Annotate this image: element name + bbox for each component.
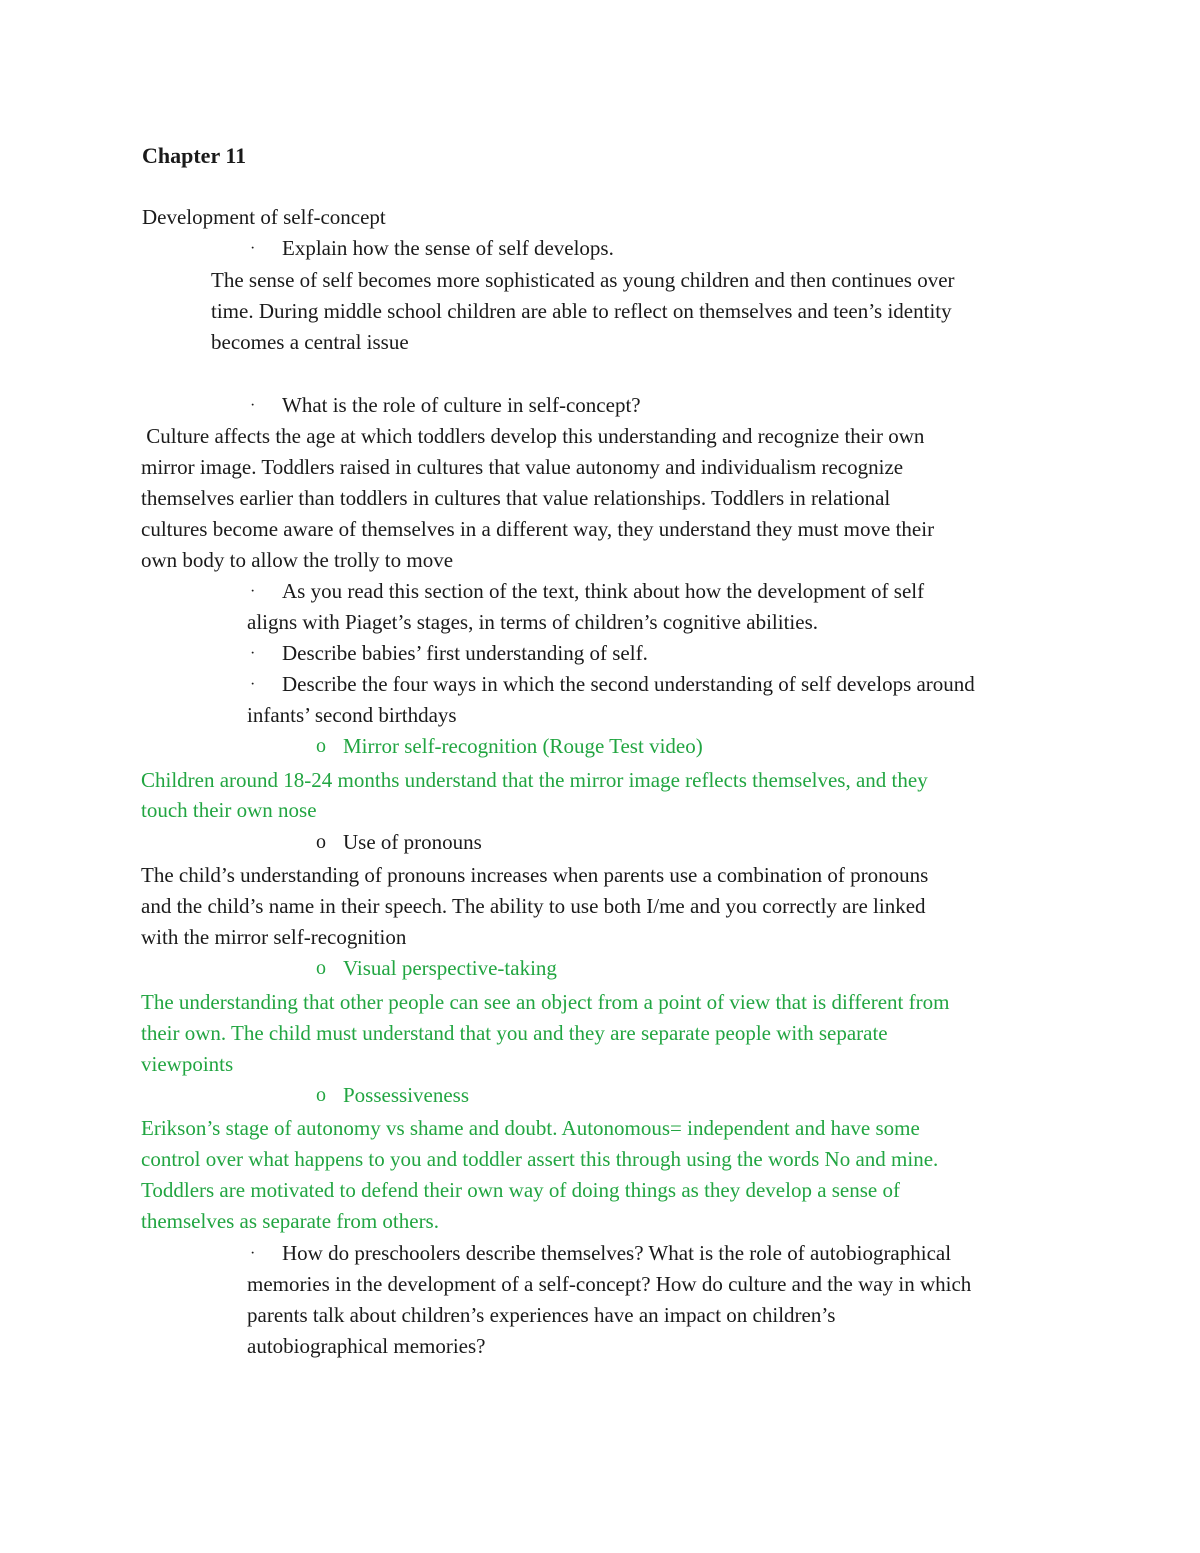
answer-line: Children around 18-24 months understand that the mirror image reflects themselves, and they <box>141 768 928 792</box>
sub-bullet-icon: o <box>316 957 326 979</box>
question-piaget-cont: aligns with Piaget’s stages, in terms of children’s cognitive abilities. <box>247 610 818 634</box>
answer-line: control over what happens to you and toddler assert this through using the words No and mine. <box>141 1147 939 1171</box>
answer-line: time. During middle school children are able to reflect on themselves and teen’s identity <box>211 299 952 323</box>
sub-bullet-icon: o <box>316 735 326 757</box>
answer-line: The understanding that other people can see an object from a point of view that is different from <box>141 990 950 1014</box>
bullet-icon: · <box>250 645 256 662</box>
answer-line: The child’s understanding of pronouns increases when parents use a combination of pronouns <box>141 863 929 887</box>
question-four-ways-cont: infants’ second birthdays <box>247 703 457 727</box>
answer-line: cultures become aware of themselves in a different way, they understand they must move their <box>141 517 935 541</box>
subitem-visual-perspective-taking: Visual perspective-taking <box>343 956 557 980</box>
question-babies-self: Describe babies’ first understanding of self. <box>282 641 648 665</box>
question-piaget: As you read this section of the text, think about how the development of self <box>282 579 925 603</box>
answer-line: The sense of self becomes more sophisticated as young children and then continues over <box>211 268 955 292</box>
subitem-use-of-pronouns: Use of pronouns <box>343 830 482 854</box>
chapter-title: Chapter 11 <box>142 143 247 168</box>
subitem-mirror-self-recognition: Mirror self-recognition (Rouge Test video) <box>343 734 703 758</box>
answer-line: and the child’s name in their speech. The ability to use both I/me and you correctly are linked <box>141 894 926 918</box>
question-preschoolers: How do preschoolers describe themselves? What is the role of autobiographical <box>282 1241 952 1265</box>
answer-line: themselves as separate from others. <box>141 1209 439 1233</box>
bullet-icon: · <box>250 397 256 414</box>
answer-line: themselves earlier than toddlers in cultures that value relationships. Toddlers in relational <box>141 486 891 510</box>
question-preschoolers-cont: memories in the development of a self-concept? How do culture and the way in which <box>247 1272 972 1296</box>
answer-line: their own. The child must understand that you and they are separate people with separate <box>141 1021 888 1045</box>
subitem-possessiveness: Possessiveness <box>343 1083 470 1107</box>
bullet-icon: · <box>250 583 256 600</box>
answer-line: mirror image. Toddlers raised in cultures that value autonomy and individualism recognize <box>141 455 904 479</box>
question-preschoolers-cont: parents talk about children’s experiences have an impact on children’s <box>247 1303 836 1327</box>
question-four-ways: Describe the four ways in which the second understanding of self develops around <box>282 672 975 696</box>
answer-line: viewpoints <box>141 1052 234 1076</box>
question-culture: What is the role of culture in self-concept? <box>282 393 641 417</box>
bullet-icon: · <box>250 1245 256 1262</box>
answer-line: Toddlers are motivated to defend their own way of doing things as they develop a sense of <box>141 1178 900 1202</box>
answer-line: Culture affects the age at which toddlers develop this understanding and recognize their own <box>141 424 925 448</box>
answer-line: with the mirror self-recognition <box>141 925 407 949</box>
answer-line: becomes a central issue <box>211 330 409 354</box>
answer-line: Erikson’s stage of autonomy vs shame and doubt. Autonomous= independent and have some <box>141 1116 920 1140</box>
question-preschoolers-cont: autobiographical memories? <box>247 1334 486 1358</box>
bullet-icon: · <box>250 240 256 257</box>
bullet-icon: · <box>250 676 256 693</box>
answer-line: touch their own nose <box>141 798 317 822</box>
question-sense-of-self: Explain how the sense of self develops. <box>282 236 614 260</box>
section-heading: Development of self-concept <box>142 205 386 229</box>
sub-bullet-icon: o <box>316 1084 326 1106</box>
sub-bullet-icon: o <box>316 831 326 853</box>
answer-line: own body to allow the trolly to move <box>141 548 454 572</box>
